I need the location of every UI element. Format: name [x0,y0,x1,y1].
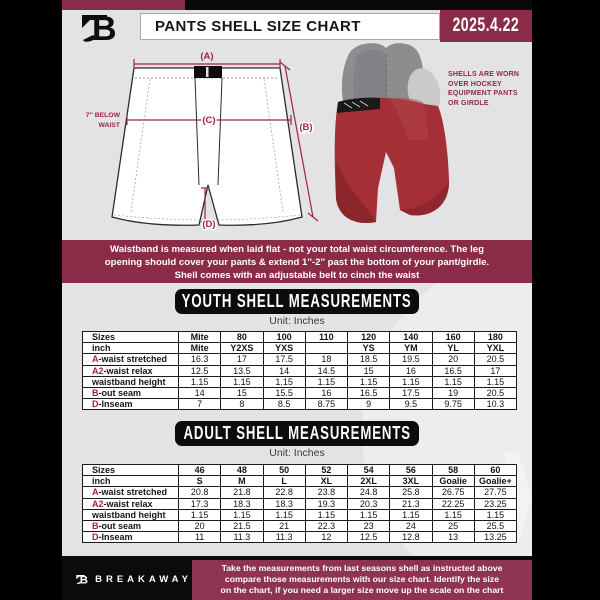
value-cell: 1.15 [221,376,263,387]
value-cell: 24 [390,521,432,532]
waist-note-line1: 7'' BELOW [85,112,120,119]
value-cell: 1.15 [179,376,221,387]
value-cell: 20.8 [179,487,221,498]
value-cell: 12.8 [390,532,432,543]
row-label: B-out seam [83,388,179,399]
value-cell: 18 [305,354,347,365]
value-cell: 22.8 [263,487,305,498]
value-cell: 7 [179,399,221,410]
table-row [83,399,517,410]
value-cell: 11.3 [263,532,305,543]
table-row [83,509,517,520]
value-cell: 12.5 [179,365,221,376]
value-cell: 48 [221,465,263,476]
logo-letter: B [92,10,117,46]
footer-note-line: on the chart, if you need a larger size move up the scale on the chart [220,585,504,595]
value-cell: 1.15 [305,509,347,520]
value-cell: L [263,476,305,487]
row-label: A-waist stretched [83,487,179,498]
value-cell: YL [432,343,474,354]
table-row [83,487,517,498]
value-cell: 14 [179,388,221,399]
value-cell: 23 [348,521,390,532]
value-cell: 80 [221,332,263,343]
adult-section-title: ADULT SHELL MEASUREMENTS [183,423,411,444]
value-cell: 12.5 [348,532,390,543]
value-cell: 50 [263,465,305,476]
photo-caption-line: EQUIPMENT PANTS [448,90,518,98]
value-cell: 1.15 [432,509,474,520]
value-cell: 16 [305,388,347,399]
value-cell: 15.5 [263,388,305,399]
value-cell: YM [390,343,432,354]
row-label: inch [83,476,179,487]
value-cell: 16 [390,365,432,376]
row-label: D-Inseam [83,532,179,543]
measurement-notice-banner [62,240,532,283]
value-cell: 46 [179,465,221,476]
top-black-strip [185,0,532,10]
row-label-prefix: D [92,532,99,543]
value-cell: 13.5 [221,365,263,376]
value-cell: S [179,476,221,487]
value-cell: Goalie [432,476,474,487]
value-cell: YS [348,343,390,354]
youth-section-header [175,289,419,314]
value-cell: 180 [474,332,516,343]
diagram-label-a: (A) [200,51,214,62]
value-cell: 10.3 [474,399,516,410]
value-cell: 1.15 [432,376,474,387]
table-row [83,465,517,476]
table-row [83,388,517,399]
photo-caption [448,70,532,108]
value-cell: 21.8 [221,487,263,498]
value-cell: 100 [263,332,305,343]
row-label: D-Inseam [83,399,179,410]
value-cell: 19.5 [390,354,432,365]
value-cell: 17.3 [179,498,221,509]
value-cell: 1.15 [390,376,432,387]
value-cell: 11 [179,532,221,543]
row-label-prefix: A2 [92,365,104,376]
value-cell: 14.5 [305,365,347,376]
adult-section-header [175,421,419,446]
footer-instructions [192,560,532,600]
value-cell: 20 [179,521,221,532]
row-label-prefix: A [92,487,99,498]
photo-caption-line: OR GIRDLE [448,99,489,107]
value-cell: 110 [305,332,347,343]
table-row [83,376,517,387]
value-cell: 22.3 [305,521,347,532]
value-cell: 1.15 [348,376,390,387]
value-cell: 18.3 [263,498,305,509]
value-cell: 9.5 [390,399,432,410]
sheet-content [62,0,532,600]
waist-note-line2: WAIST [98,122,120,129]
value-cell: 14 [263,365,305,376]
value-cell: 15 [348,365,390,376]
row-label: inch [83,343,179,354]
value-cell: 25 [432,521,474,532]
value-cell: 25.5 [474,521,516,532]
value-cell: Y2XS [221,343,263,354]
youth-unit-label: Unit: Inches [269,315,325,327]
value-cell: 120 [348,332,390,343]
adult-size-table [82,464,517,543]
row-label-prefix: A2 [92,498,104,509]
diagram-label-d: (D) [202,219,216,230]
value-cell: YXS [263,343,305,354]
value-cell: 17 [474,365,516,376]
footer-note-line: compare those measurements with our size chart. Identify the size [224,574,500,584]
value-cell: 60 [474,465,516,476]
value-cell: 16.5 [432,365,474,376]
value-cell: YXL [474,343,516,354]
table-row [83,354,517,365]
row-label: waistband height [83,509,179,520]
table-row [83,332,517,343]
value-cell: Mite [179,332,221,343]
value-cell: 1.15 [390,509,432,520]
value-cell: 21.3 [390,498,432,509]
row-label: Sizes [83,465,179,476]
page-title: PANTS SHELL SIZE CHART [140,13,440,40]
diagram-label-b: (B) [299,122,313,133]
value-cell: 17 [221,354,263,365]
row-label-prefix: B [92,521,99,532]
table-row [83,343,517,354]
value-cell: 20.3 [348,498,390,509]
notice-line: Waistband is measured when laid flat - not your total waist circumference. The leg [110,244,484,255]
value-cell: 16.5 [348,388,390,399]
value-cell: 12 [305,532,347,543]
value-cell: M [221,476,263,487]
value-cell: 1.15 [263,376,305,387]
value-cell: 19 [432,388,474,399]
row-label-prefix: B [92,388,99,399]
row-label: waistband height [83,376,179,387]
value-cell: 8.5 [263,399,305,410]
date-badge [440,10,532,42]
value-cell: 56 [390,465,432,476]
value-cell: 13 [432,532,474,543]
value-cell: 23.25 [474,498,516,509]
breakaway-logo-icon [81,8,123,46]
value-cell: Mite [179,343,221,354]
shell-product-photo [328,40,456,234]
adult-unit-label: Unit: Inches [269,447,325,459]
diagram-label-c: (C) [202,115,216,126]
row-label-prefix: D [92,399,99,410]
value-cell: 1.15 [474,376,516,387]
table-row [83,532,517,543]
value-cell: 160 [432,332,474,343]
value-cell: 2XL [348,476,390,487]
value-cell: 11.3 [221,532,263,543]
row-label: A-waist stretched [83,354,179,365]
value-cell: XL [305,476,347,487]
value-cell: 1.15 [474,509,516,520]
value-cell: 1.15 [221,509,263,520]
value-cell [305,343,347,354]
value-cell: 20.5 [474,388,516,399]
value-cell: 22.25 [432,498,474,509]
value-cell: 18.3 [221,498,263,509]
value-cell: 9 [348,399,390,410]
value-cell: 20.5 [474,354,516,365]
value-cell: Goalie+ [474,476,516,487]
value-cell: 9.75 [432,399,474,410]
value-cell: 140 [390,332,432,343]
brand-name: BREAKAWAY [95,573,192,585]
value-cell: 15 [221,388,263,399]
value-cell: 1.15 [305,376,347,387]
table-row [83,521,517,532]
value-cell: 3XL [390,476,432,487]
value-cell: 26.75 [432,487,474,498]
table-row [83,476,517,487]
row-label: A2-waist relax [83,365,179,376]
table-row [83,498,517,509]
pants-measurement-diagram [72,45,332,237]
notice-line: Shell comes with an adjustable belt to cinch the waist [174,270,420,282]
row-label: Sizes [83,332,179,343]
table-row [83,365,517,376]
value-cell: 58 [432,465,474,476]
footer-brand [76,568,192,590]
value-cell: 1.15 [179,509,221,520]
value-cell: 1.15 [348,509,390,520]
value-cell: 8.75 [305,399,347,410]
youth-section-title: YOUTH SHELL MEASUREMENTS [182,291,412,312]
notice-line: opening should cover your pants & extend 1''-2'' past the bottom of your pant/girdle. [104,257,490,269]
value-cell: 23.8 [305,487,347,498]
youth-size-table [82,331,517,410]
photo-caption-line: OVER HOCKEY [448,80,502,88]
value-cell: 52 [305,465,347,476]
row-label-prefix: A [92,354,99,365]
value-cell: 54 [348,465,390,476]
photo-caption-line: SHELLS ARE WORN [448,71,520,78]
value-cell: 19.3 [305,498,347,509]
value-cell: 1.15 [263,509,305,520]
value-cell: 13.25 [474,532,516,543]
footer-logo-letter: B [79,574,88,587]
footer-note-line: Take the measurements from last seasons shell as instructed above [221,563,503,573]
value-cell: 21 [263,521,305,532]
row-label: A2-waist relax [83,498,179,509]
value-cell: 27.75 [474,487,516,498]
value-cell: 20 [432,354,474,365]
value-cell: 17.5 [390,388,432,399]
value-cell: 17.5 [263,354,305,365]
value-cell: 24.8 [348,487,390,498]
value-cell: 8 [221,399,263,410]
value-cell: 21.5 [221,521,263,532]
value-cell: 18.5 [348,354,390,365]
date-text: 2025.4.22 [452,15,520,36]
value-cell: 25.8 [390,487,432,498]
breakaway-logo-small-icon [76,569,90,589]
row-label: B-out seam [83,521,179,532]
value-cell: 16.3 [179,354,221,365]
